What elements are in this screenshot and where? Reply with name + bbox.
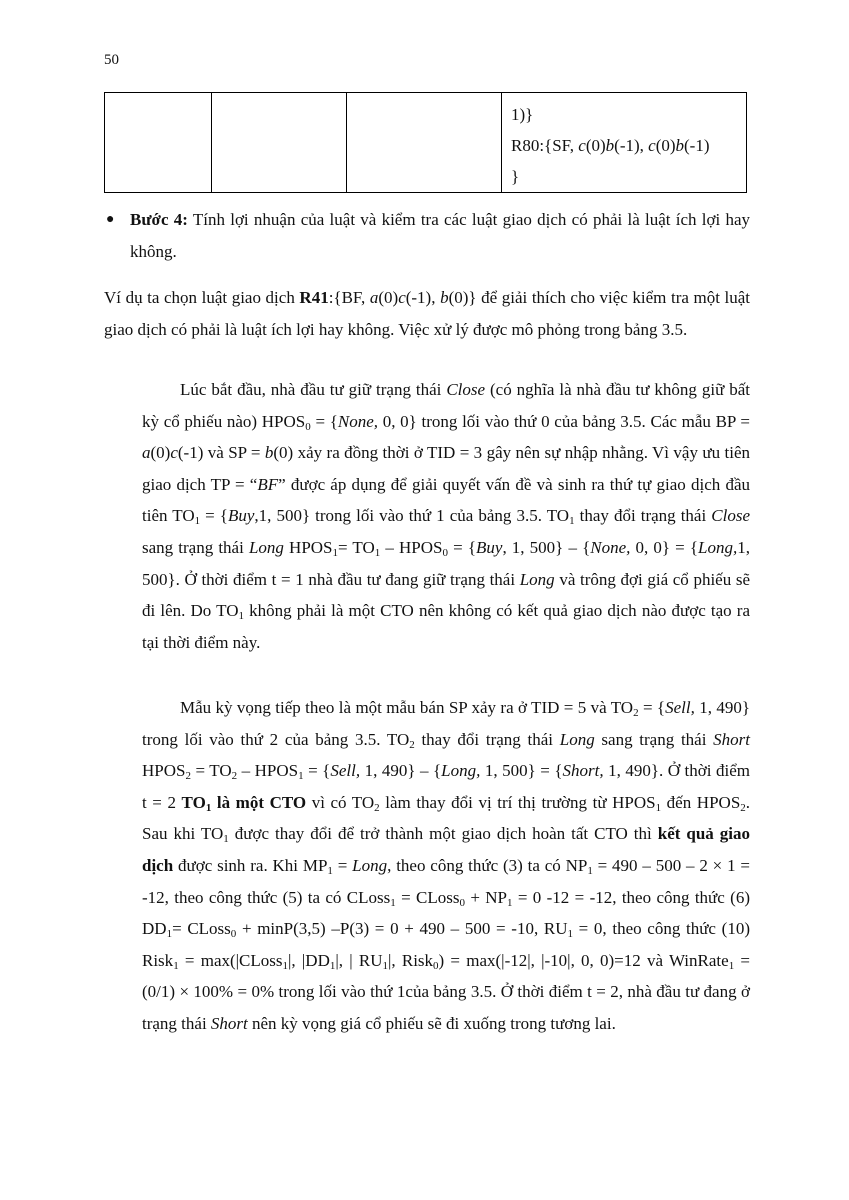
table-cell-empty-1 <box>105 93 212 193</box>
intro-paragraph: Ví dụ ta chọn luật giao dịch R41:{BF, a(0)c(-1), b(0)} để giải thích cho việc kiểm tra một luật giao dịch có phải là luật ích lợi hay không. Việc xử lý được mô phỏng trong bảng 3.5. <box>104 288 751 339</box>
table-continuation <box>104 92 747 193</box>
rule-line-close: } <box>511 167 520 186</box>
table-cell-empty-3 <box>347 93 502 193</box>
bullet-label: Bước 4: <box>130 210 188 229</box>
table-row <box>105 93 747 193</box>
page-number: 50 <box>104 52 119 68</box>
table-cell-rules <box>502 93 747 193</box>
bullet-text <box>130 204 750 268</box>
paragraph-2: Mẫu kỳ vọng tiếp theo là một mẫu bán SP xảy ra ở TID = 5 và $TO_2$ = {Sell, 1, 490} trong lối vào thứ 2 của bảng 3.5. $TO_2$ thay đổi trạng thái Long sang trạng thái Short $HPOS_2 = TO_2$ – $HPOS_1$ = {Sell, 1, 490} – {Long, 1, 500} = {Short, 1, 490}. Ở thời điểm t = 2 $TO_1$ là một CTO vì có $TO_2$ làm thay đổi vị trí thị trường từ $HPOS_1$ đến $HPOS_2$. Sau khi $TO_1$ được thay đổi để trở thành một giao dịch hoàn tất CTO thì kết quả giao dịch được sinh ra. Khi $MP_1$ = Long, theo công thức (3) ta có $NP_1 = 490 - 500 - 2 \times 1 = -12$, theo công thức (5) ta có CLoss$_1$ = CLoss$_0$ + $NP_1 = 0$ -12 = -12, theo công thức (6) $DD_1=$ CLoss$_0$ + minP(3,5) –P(3) = 0 + 490 – 500 = -10, $RU_1 = 0$, theo công thức (10) Risk$_1$ = max(|CLoss$_1$|, $|DD_1|$, | $RU_1|$, Risk$_0$) = max(|-12|, |-10|, 0, 0)=12 và WinRate$_1$ = (0/1) × 100% = 0% trong lối vào thứ 1của bảng 3.5. Ở thời điểm t = 2, nhà đầu tư đang ở trạng thái Short nên kỳ vọng giá cổ phiếu sẽ đi xuống trong tương lai. <box>142 698 751 1033</box>
table-cell-empty-2 <box>212 93 347 193</box>
rule-line-r80: R80:{SF, c(0)b(-1), c(0)b(-1) <box>511 136 710 155</box>
paragraph-1: Lúc bắt đầu, nhà đầu tư giữ trạng thái Close (có nghĩa là nhà đầu tư không giữ bất kỳ cổ phiếu nào) $HPOS_0$ = {None, 0, 0} trong lối vào thứ 0 của bảng 3.5. Các mẫu BP = a(0)c(-1) và SP = b(0) xảy ra đồng thời ở TID = 3 gây nên sự nhập nhằng. Vì vậy ưu tiên giao dịch TP = “BF” được áp dụng để giải quyết vấn đề và sinh ra thứ tự giao dịch đầu tiên $TO_1 = \{Buy,1$, 500} trong lối vào thứ 1 của bảng 3.5. $TO_1$ thay đổi trạng thái Close sang trạng thái Long $HPOS_1= TO_1$ – $HPOS_0 = \{Buy$, 1, 500} – {None, 0, 0} = {Long,1, 500}. Ở thời điểm t = 1 nhà đầu tư đang giữ trạng thái Long và trông đợi giá cổ phiếu sẽ đi lên. Do $TO_1$ không phải là một CTO nên không có kết quả giao dịch nào được tạo ra tại thời điểm này. <box>142 380 751 652</box>
bullet-dot-icon: ● <box>106 212 115 227</box>
bullet-body: Tính lợi nhuận của luật và kiểm tra các luật giao dịch có phải là luật ích lợi hay không. <box>130 210 750 261</box>
bullet-step-4 <box>104 204 750 268</box>
rule-line-end: 1)} <box>511 105 534 124</box>
